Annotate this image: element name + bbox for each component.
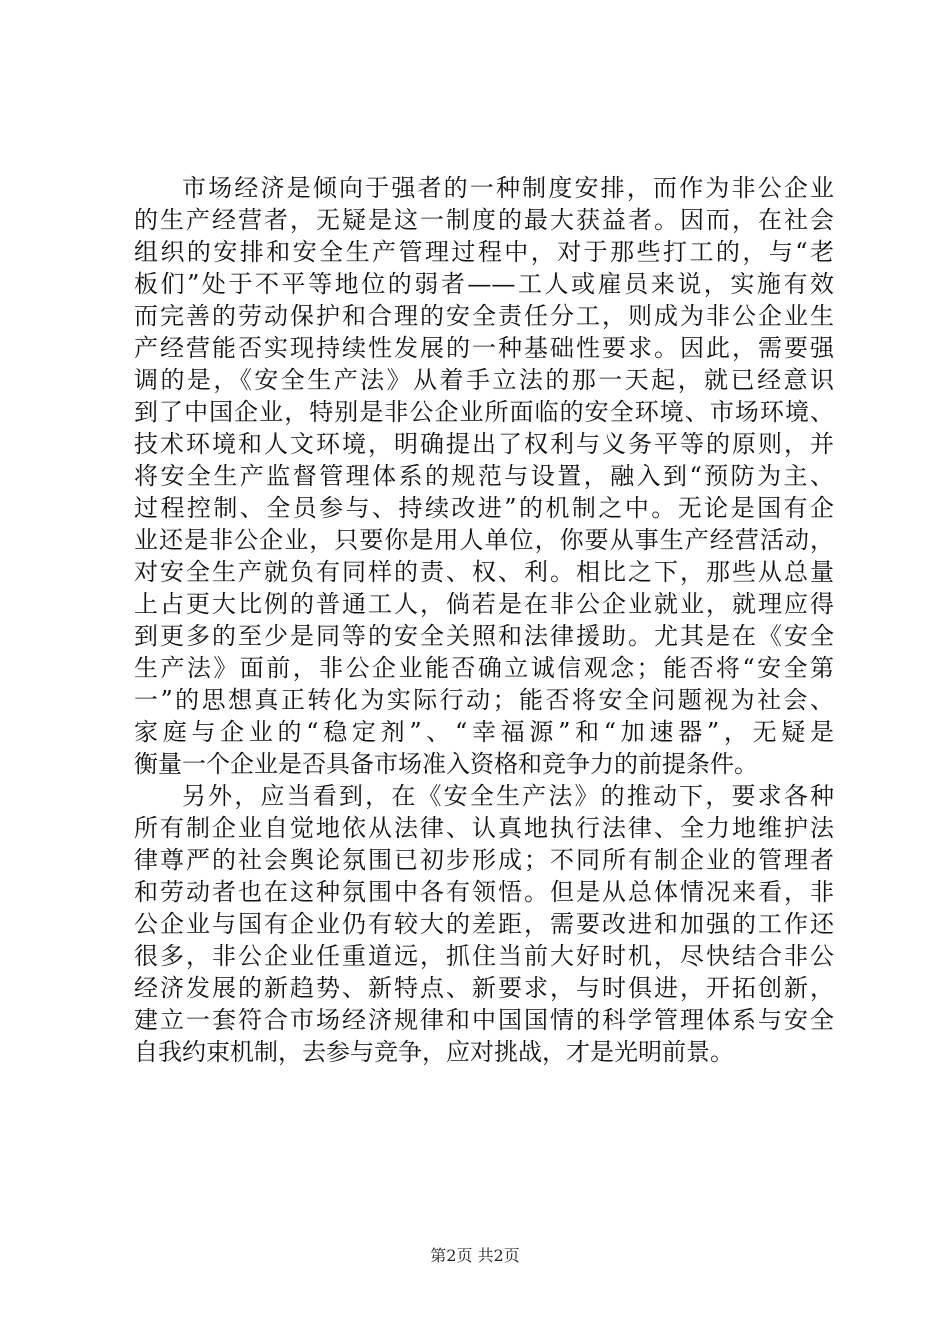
paragraph-1 — [134, 172, 834, 780]
text-line: 业还是非公企业，只要你是用人单位，你要从事生产经营活动， — [134, 526, 834, 554]
text-line: 经济发展的新趋势、新特点、新要求，与时俱进，开拓创新， — [134, 974, 834, 1002]
text-line: 组织的安排和安全生产管理过程中，对于那些打工的，与“老 — [134, 238, 834, 266]
text-line: 律尊严的社会舆论氛围已初步形成；不同所有制企业的管理者 — [134, 846, 834, 874]
text-line: 对安全生产就负有同样的责、权、利。相比之下，那些从总量 — [134, 558, 834, 586]
text-line: 调的是，《安全生产法》从着手立法的那一天起，就已经意识 — [134, 366, 834, 394]
text-line: 技术环境和人文环境，明确提出了权利与义务平等的原则，并 — [134, 430, 834, 458]
paragraph-2 — [134, 780, 834, 1068]
text-line: 衡量一个企业是否具备市场准入资格和竞争力的前提条件。 — [134, 750, 758, 778]
text-line: 建立一套符合市场经济规律和中国国情的科学管理体系与安全 — [134, 1006, 834, 1034]
body-text — [134, 172, 834, 1068]
text-line: 将安全生产监督管理体系的规范与设置，融入到“预防为主、 — [134, 462, 834, 490]
text-line: 另外，应当看到，在《安全生产法》的推动下，要求各种 — [182, 782, 834, 810]
text-line: 很多，非公企业任重道远，抓住当前大好时机，尽快结合非公 — [134, 942, 834, 970]
text-line: 板们”处于不平等地位的弱者——工人或雇员来说，实施有效 — [134, 270, 834, 298]
text-line: 产经营能否实现持续性发展的一种基础性要求。因此，需要强 — [134, 334, 834, 362]
text-line: 到了中国企业，特别是非公企业所面临的安全环境、市场环境、 — [134, 398, 834, 426]
text-line: 到更多的至少是同等的安全关照和法律援助。尤其是在《安全 — [134, 622, 834, 650]
text-line: 市场经济是倾向于强者的一种制度安排，而作为非公企业 — [182, 174, 834, 202]
text-line: 公企业与国有企业仍有较大的差距，需要改进和加强的工作还 — [134, 910, 834, 938]
text-line: 生产法》面前，非公企业能否确立诚信观念；能否将“安全第 — [134, 654, 834, 682]
page-number-footer: 第2页 共2页 — [430, 1246, 520, 1265]
text-line: 上占更大比例的普通工人，倘若是在非公企业就业，就理应得 — [134, 590, 834, 618]
text-line: 和劳动者也在这种氛围中各有领悟。但是从总体情况来看，非 — [134, 878, 834, 906]
text-line: 过程控制、全员参与、持续改进”的机制之中。无论是国有企 — [134, 494, 834, 522]
text-line: 一”的思想真正转化为实际行动；能否将安全问题视为社会、 — [134, 686, 834, 714]
text-line: 自我约束机制，去参与竞争，应对挑战，才是光明前景。 — [134, 1038, 734, 1066]
text-line: 所有制企业自觉地依从法律、认真地执行法律、全力地维护法 — [134, 814, 834, 842]
text-line: 的生产经营者，无疑是这一制度的最大获益者。因而，在社会 — [134, 206, 834, 234]
text-line: 家庭与企业的“稳定剂”、“幸福源”和“加速器”，无疑是 — [134, 718, 834, 746]
text-line: 而完善的劳动保护和合理的安全责任分工，则成为非公企业生 — [134, 302, 834, 330]
